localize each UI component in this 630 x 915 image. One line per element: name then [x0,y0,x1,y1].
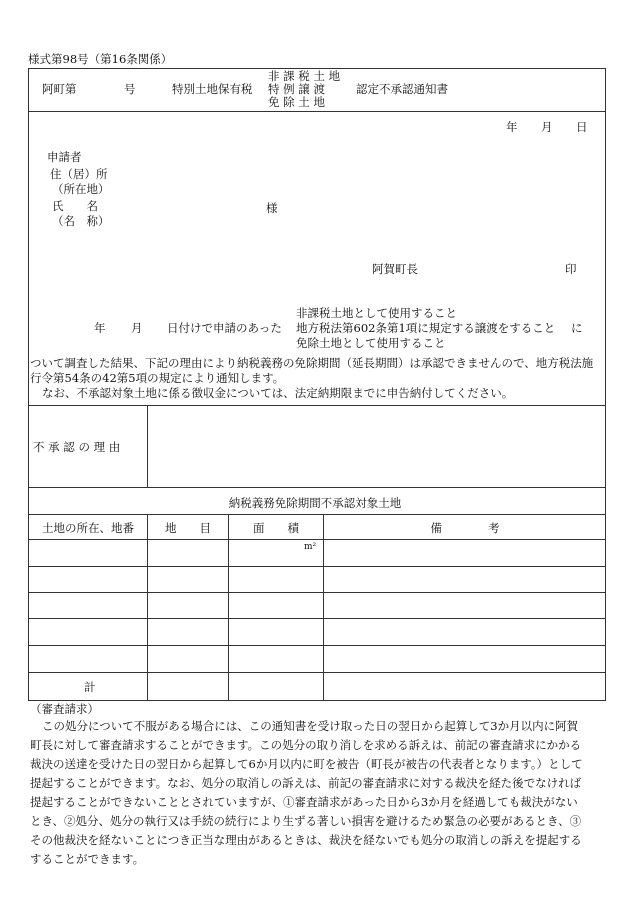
honorific: 様 [266,201,278,215]
date-year: 年 [506,120,518,134]
review-line-4: 提起することができます。なお、処分の取消しの訴えは、前記の審査請求に対する裁決を経た後でなければ [30,776,582,790]
address-label: 住（居）所 [50,167,108,181]
doc-title: 認定不承認通知書 [356,82,448,96]
name-label: 氏 名 [52,199,98,213]
application-month: 月 [131,321,143,335]
name-sub: （名 称） [52,214,110,228]
land-table-header-category: 地 目 [165,521,211,535]
application-option-1: 非課税土地として使用すること [296,306,457,320]
review-line-2: 町長に対して審査請求することができます。この処分の取り消しを求める訴えは、前記の審査請求にかかる [30,738,582,752]
body-para1-line2: 行令第54条の42第5項の規定により通知します。 [30,371,285,385]
address-sub: （所在地） [52,182,110,196]
reason-label: 不 承 認 の 理 由 [33,440,121,454]
application-option-3: 免除土地として使用すること [296,336,446,350]
land-table-title: 納税義務免除期間不承認対象土地 [228,496,402,510]
type-option-2: 特 例 譲 渡 [268,82,325,96]
review-line-6: とき、②処分、処分の執行又は手続の続行により生ずる著しい損害を避けるため緊急の必要があるとき、③ [30,814,582,828]
review-line-1: この処分について不服がある場合には、この通知書を受け取った日の翌日から起算して3か月以内に阿賀 [42,719,579,733]
review-line-8: することができます。 [30,852,145,866]
body-para2: なお、不承認対象土地に係る徴収金については、法定納期限までに申告納付してください。 [42,386,514,400]
application-text: 日付けで申請のあった [167,321,282,335]
application-year: 年 [94,321,106,335]
land-table-header-area: 面 積 [253,521,299,535]
form-label: 様式第98号（第16条関係） [28,52,173,66]
area-unit: m² [304,542,317,552]
review-heading: （審査請求） [30,702,99,716]
number-prefix: 阿町第 [42,82,77,96]
date-day: 日 [576,120,588,134]
body-para1-line1: ついて調査した結果、下記の理由により納税義務の免除期間（延長期間）は承認できませんので、地方税法施 [30,356,594,370]
type-option-3: 免 除 土 地 [268,95,325,109]
type-option-1: 非 課 税 土 地 [268,69,341,83]
application-option-2: 地方税法第602条第1項に規定する譲渡をすること [296,321,556,335]
review-line-7: その他裁決を経ないことにつき正当な理由があるときは、裁決を経ないでも処分の取消しの訴えを提起する [30,833,582,847]
land-table-header-remarks: 備 考 [430,521,500,535]
issuer-name: 阿賀町長 [372,262,418,276]
application-suffix: に [571,321,583,335]
seal-mark: 印 [565,262,577,276]
land-table-header-location: 土地の所在、地番 [42,521,134,535]
applicant-label: 申請者 [47,150,82,164]
review-line-3: 裁決の送達を受けた日の翌日から起算して6か月以内に町を被告（町長が被告の代表者となります。）として [30,757,583,771]
tax-name: 特別土地保有税 [172,82,253,96]
main-box [28,111,606,701]
review-line-5: 提起することができないこととされていますが、①審査請求があった日から3か月を経過しても裁決がない [30,795,578,809]
number-suffix: 号 [124,82,136,96]
total-label: 計 [84,680,96,694]
date-month: 月 [541,120,553,134]
